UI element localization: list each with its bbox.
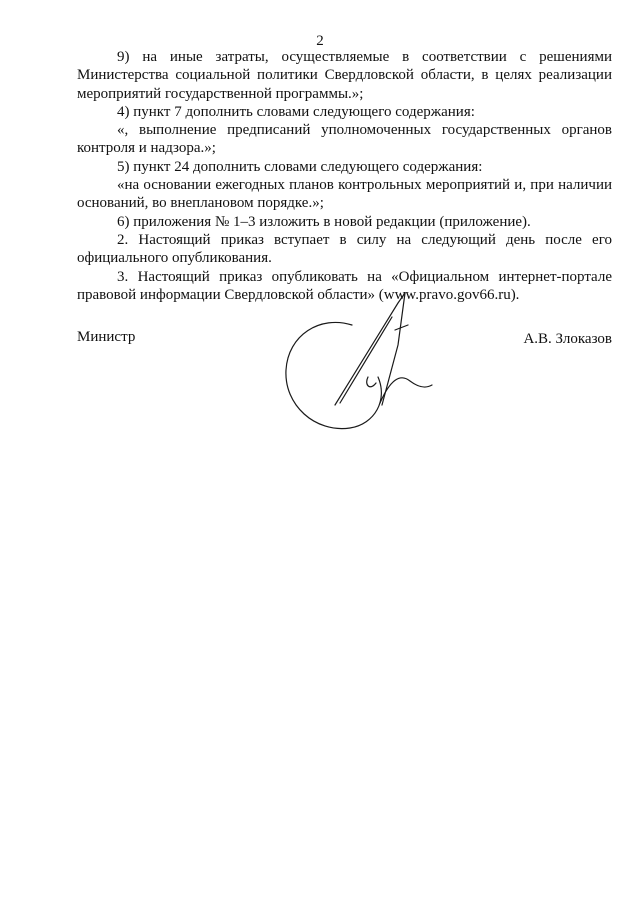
paragraph-clause-3: 3. Настоящий приказ опубликовать на «Официальном интернет-портале правовой информации Свердловской области» (www.pravo.gov66.ru). — [77, 268, 612, 303]
paragraph-point-5-quote: «на основании ежегодных планов контрольных мероприятий и, при наличии оснований, во внеплановом порядке.»; — [77, 177, 612, 212]
paragraph-point-4-quote: «, выполнение предписаний уполномоченных государственных органов контроля и надзора.»; — [77, 122, 612, 157]
signer-name: А.В. Злоказов — [523, 331, 612, 347]
page-number: 2 — [316, 33, 324, 49]
paragraph-point-6: 6) приложения № 1–3 изложить в новой редакции (приложение). — [117, 213, 531, 230]
paragraph-item-9: 9) на иные затраты, осуществляемые в соответствии с решениями Министерства социальной политики Свердловской области, в целях реализации мероприятий государственной программы.»; — [77, 49, 612, 102]
handwritten-signature — [280, 285, 440, 435]
paragraph-point-5: 5) пункт 24 дополнить словами следующего содержания: — [117, 158, 483, 175]
paragraph-point-4: 4) пункт 7 дополнить словами следующего содержания: — [117, 103, 475, 120]
signer-position: Министр — [77, 329, 136, 345]
paragraph-clause-2: 2. Настоящий приказ вступает в силу на следующий день после его официального опубликования. — [77, 231, 612, 267]
document-body — [77, 48, 612, 304]
